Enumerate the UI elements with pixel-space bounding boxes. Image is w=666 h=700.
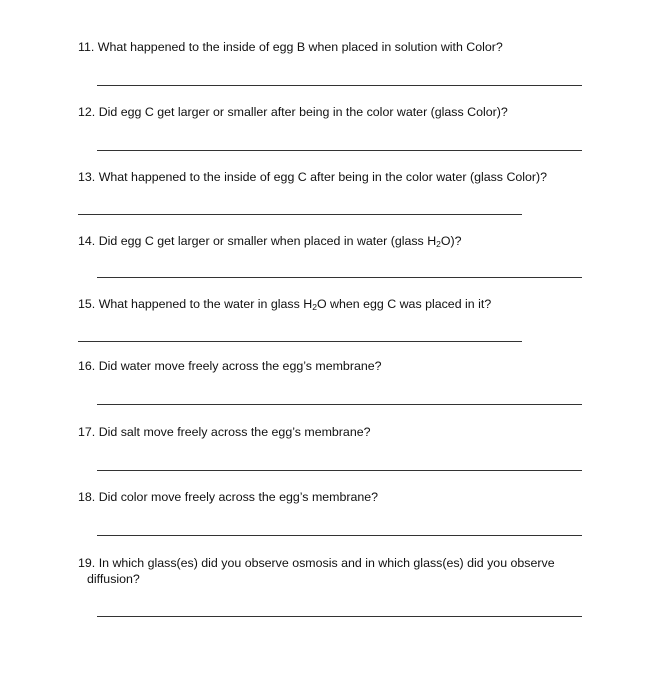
answer-line-11[interactable] <box>97 85 582 86</box>
question-16 <box>78 358 382 374</box>
question-17 <box>78 424 371 440</box>
question-number: 15. <box>78 297 96 311</box>
question-14 <box>78 233 462 249</box>
question-text-continued: diffusion? <box>87 572 140 586</box>
question-text: Did water move freely across the egg’s membrane? <box>98 359 382 373</box>
question-text <box>99 297 492 311</box>
answer-line-17[interactable] <box>97 470 582 471</box>
question-18 <box>78 489 378 505</box>
question-text: What happened to the inside of egg B when placed in solution with Color? <box>97 40 503 54</box>
question-number: 13. <box>78 170 96 184</box>
answer-line-16[interactable] <box>97 404 582 405</box>
question-text: Did color move freely across the egg’s membrane? <box>98 490 379 504</box>
question-11 <box>78 39 503 55</box>
question-15 <box>78 296 491 312</box>
question-number: 17. <box>78 425 96 439</box>
answer-line-19[interactable] <box>97 616 582 617</box>
question-number: 18. <box>78 490 96 504</box>
answer-line-18[interactable] <box>97 535 582 536</box>
question-number: 14. <box>78 234 96 248</box>
question-text: In which glass(es) did you observe osmosis and in which glass(es) did you observe <box>98 556 555 570</box>
answer-line-15[interactable] <box>78 341 522 342</box>
answer-line-13[interactable] <box>78 214 522 215</box>
question-number: 19. <box>78 556 96 570</box>
question-12 <box>78 104 508 120</box>
question-text: Did egg C get larger or smaller after being in the color water (glass Color)? <box>98 105 508 119</box>
answer-line-12[interactable] <box>97 150 582 151</box>
question-19 <box>78 555 586 587</box>
question-text-part: Did egg C get larger or smaller when placed in water (glass H <box>98 234 437 248</box>
question-text-part: O)? <box>440 234 462 248</box>
question-13 <box>78 169 547 185</box>
question-text: What happened to the inside of egg C after being in the color water (glass Color)? <box>98 170 548 184</box>
question-text-part: O when egg C was placed in it? <box>316 297 492 311</box>
question-text: Did salt move freely across the egg’s membrane? <box>98 425 371 439</box>
question-text <box>99 234 462 248</box>
question-number: 16. <box>78 359 96 373</box>
question-number: 12. <box>78 105 96 119</box>
question-number: 11. <box>78 40 95 54</box>
subscript: 2 <box>312 302 317 312</box>
subscript: 2 <box>436 239 441 249</box>
answer-line-14[interactable] <box>97 277 582 278</box>
question-text-part: What happened to the water in glass H <box>98 297 313 311</box>
